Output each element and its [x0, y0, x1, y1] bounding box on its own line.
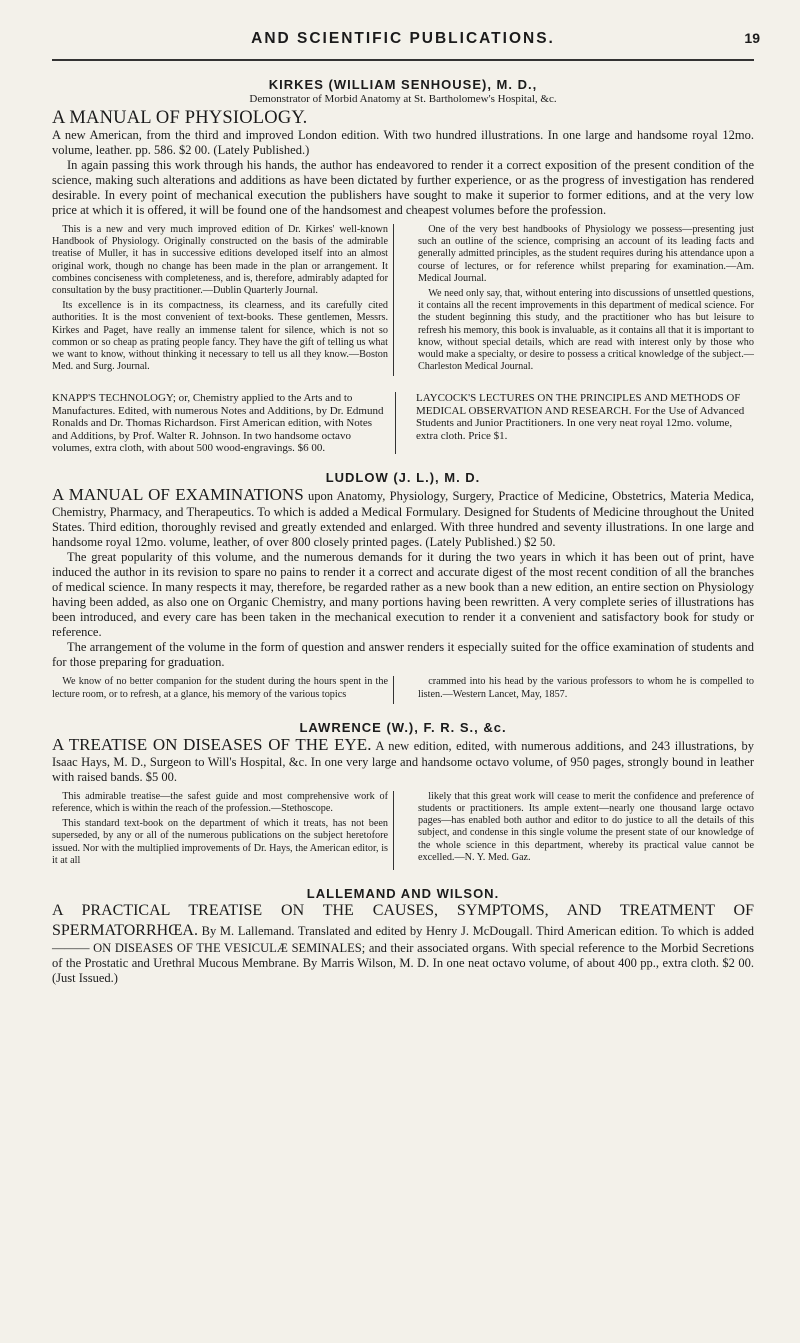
- kirkes-title: A MANUAL OF PHYSIOLOGY.: [52, 108, 308, 128]
- review-ny-med: likely that this great work will cease to merit the confidence and preference of students or practitioners. Its ample extent—nearly one thousand large octavo pages—has enabled both author and editor to do justice to all the details of this subject, and condense in this single volume the present state of our knowledge of the whole science in this department, whereby its practical value cannot be excelled.—N. Y. Med. Gaz.: [418, 790, 754, 863]
- running-title: AND SCIENTIFIC PUBLICATIONS.: [251, 30, 555, 47]
- ludlow-title: A MANUAL OF EXAMINATIONS: [52, 485, 304, 505]
- lawrence-title: A TREATISE ON DISEASES OF THE EYE.: [52, 734, 372, 754]
- knapp-laycock-entries: [52, 392, 754, 454]
- ludlow-entry: [52, 470, 754, 703]
- ludlow-description-2: The arrangement of the volume in the form of question and answer renders it especially suited for the office examination of students and for those preparing for graduation.: [52, 640, 754, 670]
- kirkes-edition: A new American, from the third and improved London edition. With two hundred illustrations. In one large and handsome royal 12mo. volume, leather. pp. 586. $2 00. (Lately Published.): [52, 128, 754, 157]
- ludlow-author: LUDLOW (J. L.), M. D.: [325, 470, 481, 486]
- lawrence-reviews-right: [413, 791, 754, 870]
- review-dublin: This is a new and very much improved edition of Dr. Kirkes' well-known Handbook of Physiology. Originally constructed on the basis of the admirable treatise of Muller, it has in successive editions developed itself into an almost original work, though no change has been made in the plan or arrangement. It combines conciseness with completeness, and is, therefore, admirably adapted for consultation by the busy practitioner.—Dublin Quarterly Journal.: [52, 224, 388, 297]
- page-number: 19: [744, 30, 760, 46]
- review-boston: Its excellence is in its compactness, its clearness, and its carefully cited authorities. It is the most convenient of text-books. These gentlemen, Messrs. Kirkes and Paget, have really an immense talent for silence, which is not so common or so cheap as prating people fancy. They have the gift of telling us what we want to know, without thinking it necessary to tell us all they know.—Boston Med. and Surg. Journal.: [52, 300, 388, 373]
- lawrence-title-block: [52, 735, 754, 785]
- laycock-entry: LAYCOCK'S LECTURES ON THE PRINCIPLES AND METHODS OF MEDICAL OBSERVATION AND RESEARCH. For the Use of Advanced Students and Junior Practitioners. In one very neat royal 12mo. volume, extra cloth. Price $1.: [416, 392, 745, 442]
- lallemand-title: A PRACTICAL TREATISE ON THE CAUSES, SYMPTOMS, AND TREATMENT OF SPERMATORRHŒA.: [52, 902, 754, 940]
- ludlow-review-right: crammed into his head by the various professors to whom he is compelled to listen.—Western Lancet, May, 1857.: [418, 676, 754, 700]
- ludlow-description: The great popularity of this volume, and the numerous demands for it during the two years in which it has been out of print, have induced the author in its revision to spare no pains to render it a correct and accurate digest of the most recent condition of all the branches of medical science. In many respects it may, therefore, be regarded rather as a new book than a new edition, an entire section on Physiology having been added, as also one on Organic Chemistry, and many portions having been rewritten. A very complete series of illustrations has been introduced, and every care has been taken in the mechanical execution to render it a convenient and satisfactory book for study or reference.: [52, 550, 754, 640]
- lawrence-author: LAWRENCE (W.), F. R. S., &c.: [299, 719, 507, 735]
- review-charleston: We need only say, that, without entering into discussions of unsettled questions, it contains all the recent improvements in this department of medical science. For the student beginning this study, and the practitioner who has but leisure to refresh his memory, this book is invaluable, as it contains all that it is important to know, without special details, which are read with interest only by those who would make a specialty, or desire to possess a critical knowledge of the subject.—Charleston Medical Journal.: [418, 288, 754, 373]
- knapp-entry: KNAPP'S TECHNOLOGY; or, Chemistry applied to the Arts and to Manufactures. Edited, with numerous Notes and Additions, by Dr. Edmund Ronalds and Dr. Thomas Richardson. First American edition, with Notes and Additions, by Prof. Walter R. Johnson. In two handsome octavo volumes, extra cloth, with about 500 wood-engravings. $6 00.: [52, 392, 396, 454]
- kirkes-description: In again passing this work through his hands, the author has endeavored to render it a correct exposition of the present condition of the science, making such alterations and additions as have been dictated by further experience, or as the progress of investigation has rendered desirable. In every point of mechanical execution the publishers have sought to make it superior to former editions, and at the very low price at which it is offered, it will be found one of the handsomest and cheapest volumes before the profession.: [52, 158, 754, 217]
- kirkes-entry: [52, 77, 754, 376]
- kirkes-reviews-right: [413, 224, 754, 376]
- kirkes-author: KIRKES (WILLIAM SENHOUSE), M. D.,: [268, 77, 538, 92]
- ludlow-review-left: We know of no better companion for the student during the hours spent in the lecture room, or to refresh, at a glance, his memory of the various topics: [52, 676, 394, 703]
- ludlow-title-rest: upon Anatomy, Physiology, Surgery, Practice of Medicine, Obstetrics, Materia Medica, Chemistry, Pharmacy, and Therapeutics. To which is added a Medical Formulary. Designed for Students of Medicine throughout the United States. Third edition, thoroughly revised and greatly extended and enlarged. With three hundred and seventy illustrations. In one large and handsome royal 12mo. volume, leather, of over 800 closely printed pages. (Lately Published.) $2 50.: [52, 489, 754, 550]
- lawrence-reviews-left: [52, 791, 394, 870]
- ludlow-reviews: [52, 676, 754, 703]
- kirkes-position: Demonstrator of Morbid Anatomy at St. Bartholomew's Hospital, &c.: [249, 93, 557, 105]
- ludlow-title-block: [52, 485, 754, 550]
- lallemand-entry: [52, 886, 754, 986]
- page-header: [52, 30, 760, 48]
- lallemand-title-rest: By M. Lallemand. Translated and edited by Henry J. McDougall. Third American edition. To which is added ——— ON DISEASES OF THE VESICULÆ SEMINALES; and their associated organs. With special reference to the Morbid Secretions of the Prostatic and Urethral Mucous Membrane. By Marris Wilson, M. D. In one neat octavo volume, of about 400 pp., extra cloth. $2 00. (Just Issued.): [52, 924, 754, 986]
- kirkes-reviews: [52, 224, 754, 376]
- lawrence-reviews: [52, 791, 754, 870]
- review-stethoscope: This admirable treatise—the safest guide and most comprehensive work of reference, which is within the reach of the profession.—Stethoscope.: [52, 790, 388, 815]
- lallemand-title-block: [52, 901, 754, 986]
- review-am-medical: One of the very best handbooks of Physiology we possess—presenting just such an outline of the science, comprising an account of its leading facts and generally admitted principles, as the student requires during his attendance upon a course of lectures, or for reference whilst preparing for examination.—Am. Medical Journal.: [418, 224, 754, 284]
- lallemand-author: LALLEMAND AND WILSON.: [306, 886, 500, 902]
- kirkes-reviews-left: [52, 224, 394, 376]
- lawrence-title-rest: A new edition, edited, with numerous additions, and 243 illustrations, by Isaac Hays, M. D., Surgeon to Will's Hospital, &c. In one very large and handsome octavo volume, of 950 pages, strongly bound in leather with raised bands. $5 00.: [52, 738, 754, 784]
- review-standard: This standard text-book on the department of which it treats, has not been superseded, by any or all of the numerous publications on the subject heretofore issued. Nor with the multiplied improvements of Dr. Hays, the American editor, is it at all: [52, 818, 388, 866]
- lawrence-entry: [52, 720, 754, 870]
- header-rule: [52, 59, 754, 61]
